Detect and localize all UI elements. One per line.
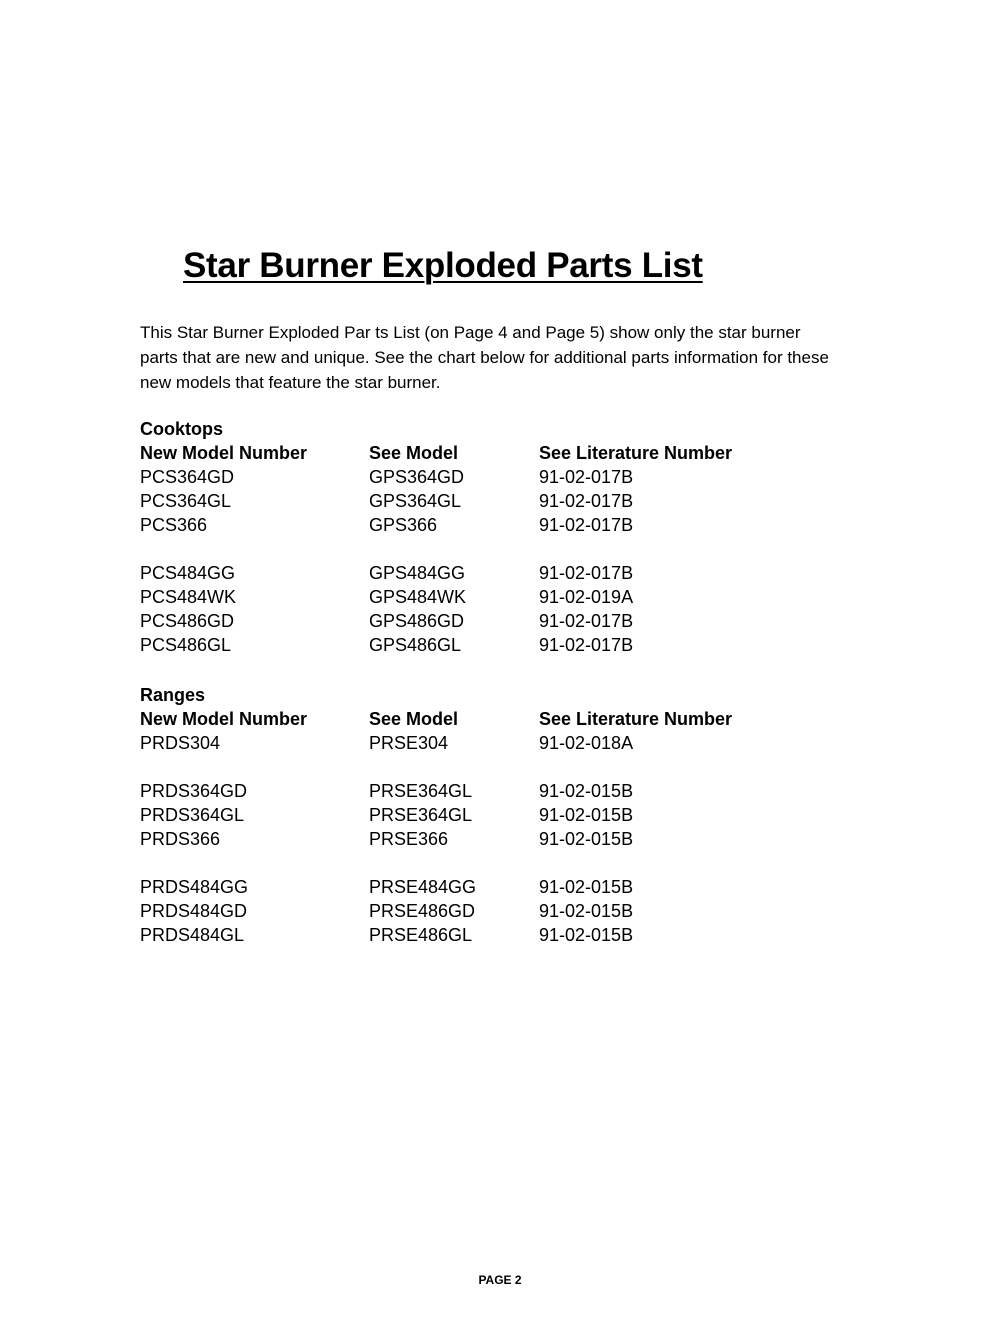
literature-cell: 91-02-015B [539, 925, 634, 945]
table-row [140, 561, 860, 585]
literature-cell: 91-02-017B [539, 611, 634, 631]
intro-paragraph: This Star Burner Exploded Par ts List (on Page 4 and Page 5) show only the star burner parts that are new and unique. See the chart below for additional parts information for these new models that feature the star burner. [140, 323, 829, 392]
cooktops-header-row [140, 441, 860, 465]
see-model-cell: PRSE484GG [369, 877, 477, 897]
table-row [140, 923, 860, 947]
new-model-cell: PCS484WK [140, 587, 237, 607]
see-model-cell: GPS364GL [369, 491, 462, 511]
new-model-cell: PRDS366 [140, 829, 221, 849]
see-model-cell: GPS366 [369, 515, 438, 535]
new-model-cell: PCS486GD [140, 611, 235, 631]
see-model-cell: PRSE364GL [369, 805, 473, 825]
see-model-cell: GPS484GG [369, 563, 466, 583]
cooktops-heading: Cooktops [140, 419, 223, 439]
literature-cell: 91-02-017B [539, 635, 634, 655]
column-header-see-model: See Model [369, 443, 459, 463]
table-row [140, 731, 860, 755]
table-row [140, 585, 860, 609]
table-row [140, 489, 860, 513]
see-model-cell: PRSE364GL [369, 781, 473, 801]
table-row [140, 827, 860, 851]
literature-cell: 91-02-015B [539, 781, 634, 801]
literature-cell: 91-02-017B [539, 491, 634, 511]
literature-cell: 91-02-015B [539, 829, 634, 849]
new-model-cell: PRDS364GL [140, 805, 245, 825]
table-row [140, 779, 860, 803]
table-row [140, 465, 860, 489]
see-model-cell: PRSE366 [369, 829, 449, 849]
see-model-cell: GPS486GD [369, 611, 465, 631]
page-title: Star Burner Exploded Parts List [183, 246, 703, 285]
literature-cell: 91-02-015B [539, 901, 634, 921]
table-row [140, 609, 860, 633]
table-row [140, 803, 860, 827]
new-model-cell: PCS366 [140, 515, 208, 535]
see-model-cell: PRSE486GL [369, 925, 473, 945]
see-model-cell: PRSE304 [369, 733, 449, 753]
literature-cell: 91-02-017B [539, 467, 634, 487]
new-model-cell: PCS364GL [140, 491, 232, 511]
column-header-see-model: See Model [369, 709, 459, 729]
new-model-cell: PRDS484GL [140, 925, 245, 945]
literature-cell: 91-02-015B [539, 877, 634, 897]
new-model-cell: PRDS304 [140, 733, 221, 753]
column-header-literature: See Literature Number [539, 709, 733, 729]
literature-cell: 91-02-015B [539, 805, 634, 825]
see-model-cell: GPS484WK [369, 587, 467, 607]
cooktops-table [140, 441, 860, 657]
column-header-new-model: New Model Number [140, 709, 308, 729]
column-header-new-model: New Model Number [140, 443, 308, 463]
ranges-header-row [140, 707, 860, 731]
see-model-cell: GPS364GD [369, 467, 465, 487]
ranges-heading: Ranges [140, 685, 206, 705]
table-row [140, 875, 860, 899]
literature-cell: 91-02-019A [539, 587, 634, 607]
see-model-cell: PRSE486GD [369, 901, 476, 921]
table-row [140, 513, 860, 537]
table-row [140, 633, 860, 657]
new-model-cell: PCS486GL [140, 635, 232, 655]
see-model-cell: GPS486GL [369, 635, 462, 655]
table-row [140, 899, 860, 923]
new-model-cell: PRDS484GG [140, 877, 249, 897]
literature-cell: 91-02-018A [539, 733, 634, 753]
new-model-cell: PCS364GD [140, 467, 235, 487]
literature-cell: 91-02-017B [539, 515, 634, 535]
literature-cell: 91-02-017B [539, 563, 634, 583]
new-model-cell: PRDS484GD [140, 901, 248, 921]
column-header-literature: See Literature Number [539, 443, 733, 463]
ranges-table [140, 707, 860, 947]
new-model-cell: PCS484GG [140, 563, 236, 583]
page-number: PAGE 2 [478, 1273, 522, 1287]
new-model-cell: PRDS364GD [140, 781, 248, 801]
